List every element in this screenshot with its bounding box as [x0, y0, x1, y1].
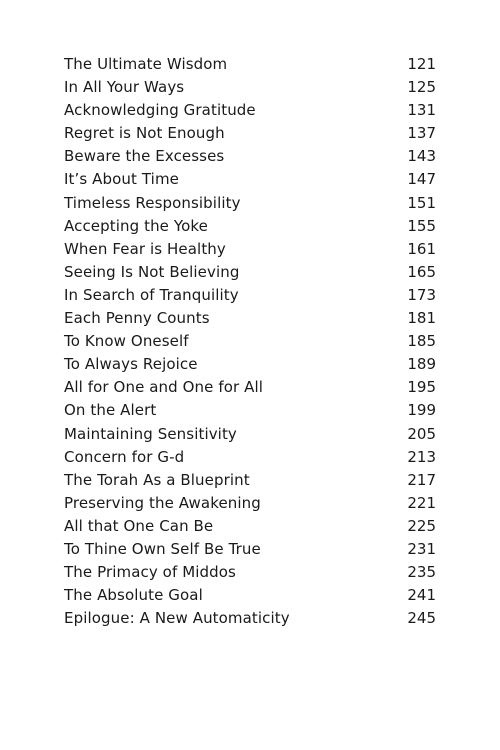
toc-entry-title: Acknowledging Gratitude — [64, 101, 256, 120]
toc-entry — [64, 238, 436, 261]
toc-entry-page: 199 — [407, 401, 436, 420]
toc-entry-title: The Ultimate Wisdom — [64, 55, 228, 73]
toc-entry-page: 181 — [407, 309, 436, 328]
toc-entry-title: Maintaining Sensitivity — [64, 424, 237, 443]
toc-entry-title: All for One and One for All — [64, 378, 264, 397]
toc-entry — [64, 99, 436, 122]
toc-entry-page: 165 — [407, 262, 436, 281]
toc-entry-title: Seeing Is Not Believing — [64, 262, 240, 281]
toc-entry-page: 155 — [407, 216, 436, 235]
toc-entry-page: 213 — [407, 447, 436, 466]
toc-entry-title: On the Alert — [64, 401, 157, 420]
toc-entry-page: 161 — [407, 239, 436, 258]
toc-entry — [64, 76, 436, 99]
toc-entry-page: 125 — [407, 78, 436, 97]
toc-entry-page: 235 — [407, 563, 436, 582]
toc-entry-page: 241 — [407, 586, 436, 605]
toc-entry-page: 173 — [407, 285, 436, 304]
toc-entry-page: 245 — [407, 609, 436, 628]
toc-entry-title: In All Your Ways — [64, 78, 185, 97]
toc-entry-page: 151 — [407, 193, 436, 212]
toc-entry — [64, 307, 436, 330]
toc-entry-title: Each Penny Counts — [64, 309, 210, 328]
toc-entry-title: The Absolute Goal — [64, 586, 203, 605]
toc-entry-title: It’s About Time — [64, 170, 179, 189]
toc-entry-title: All that One Can Be — [64, 516, 214, 535]
toc-entry — [64, 145, 436, 168]
toc-entry — [64, 607, 436, 630]
toc-entry — [64, 353, 436, 376]
toc-entry-page: 137 — [407, 124, 436, 143]
toc-entry — [64, 215, 436, 238]
toc-entry-title: The Primacy of Middos — [64, 563, 236, 582]
toc-entry — [64, 469, 436, 492]
toc-entry — [64, 515, 436, 538]
toc-entry — [64, 584, 436, 607]
toc-entry-page: 189 — [407, 355, 436, 374]
toc-entry-page: 195 — [407, 378, 436, 397]
toc-entry-title: The Torah As a Blueprint — [64, 470, 250, 489]
toc-entry-title: Concern for G-d — [64, 447, 185, 466]
toc-entry — [64, 561, 436, 584]
toc-entry — [64, 399, 436, 422]
toc-entry-page: 147 — [407, 170, 436, 189]
toc-entry — [64, 330, 436, 353]
toc-entry-page: 185 — [407, 332, 436, 351]
toc-entry — [64, 446, 436, 469]
toc-entry-title: Accepting the Yoke — [64, 216, 208, 235]
toc-entry-page: 131 — [407, 101, 436, 120]
toc-entry-page: 231 — [407, 539, 436, 558]
toc-entry-title: Timeless Responsibility — [64, 193, 241, 212]
toc-entry — [64, 492, 436, 515]
toc-entry-title: Beware the Excesses — [64, 147, 225, 166]
toc-entry — [64, 423, 436, 446]
toc-entry-title: To Know Oneself — [64, 332, 189, 351]
table-of-contents — [64, 53, 436, 630]
toc-entry-page: 225 — [407, 516, 436, 535]
toc-entry-page: 217 — [407, 470, 436, 489]
toc-entry — [64, 284, 436, 307]
toc-entry — [64, 53, 436, 76]
toc-entry-title: To Thine Own Self Be True — [64, 539, 261, 558]
toc-entry-title: In Search of Tranquility — [64, 285, 239, 304]
toc-entry-page: 221 — [407, 493, 436, 512]
toc-entry-title: Regret is Not Enough — [64, 124, 225, 143]
toc-entry-page: 143 — [407, 147, 436, 166]
toc-entry — [64, 168, 436, 191]
toc-entry — [64, 192, 436, 215]
toc-entry — [64, 376, 436, 399]
toc-entry — [64, 261, 436, 284]
toc-entry-title: Preserving the Awakening — [64, 493, 261, 512]
toc-entry-title: When Fear is Healthy — [64, 239, 226, 258]
toc-entry — [64, 538, 436, 561]
toc-entry-title: To Always Rejoice — [64, 355, 198, 374]
toc-entry-title: Epilogue: A New Automaticity — [64, 609, 290, 628]
toc-entry-page: 121 — [407, 55, 436, 73]
toc-entry — [64, 122, 436, 145]
toc-entry-page: 205 — [407, 424, 436, 443]
